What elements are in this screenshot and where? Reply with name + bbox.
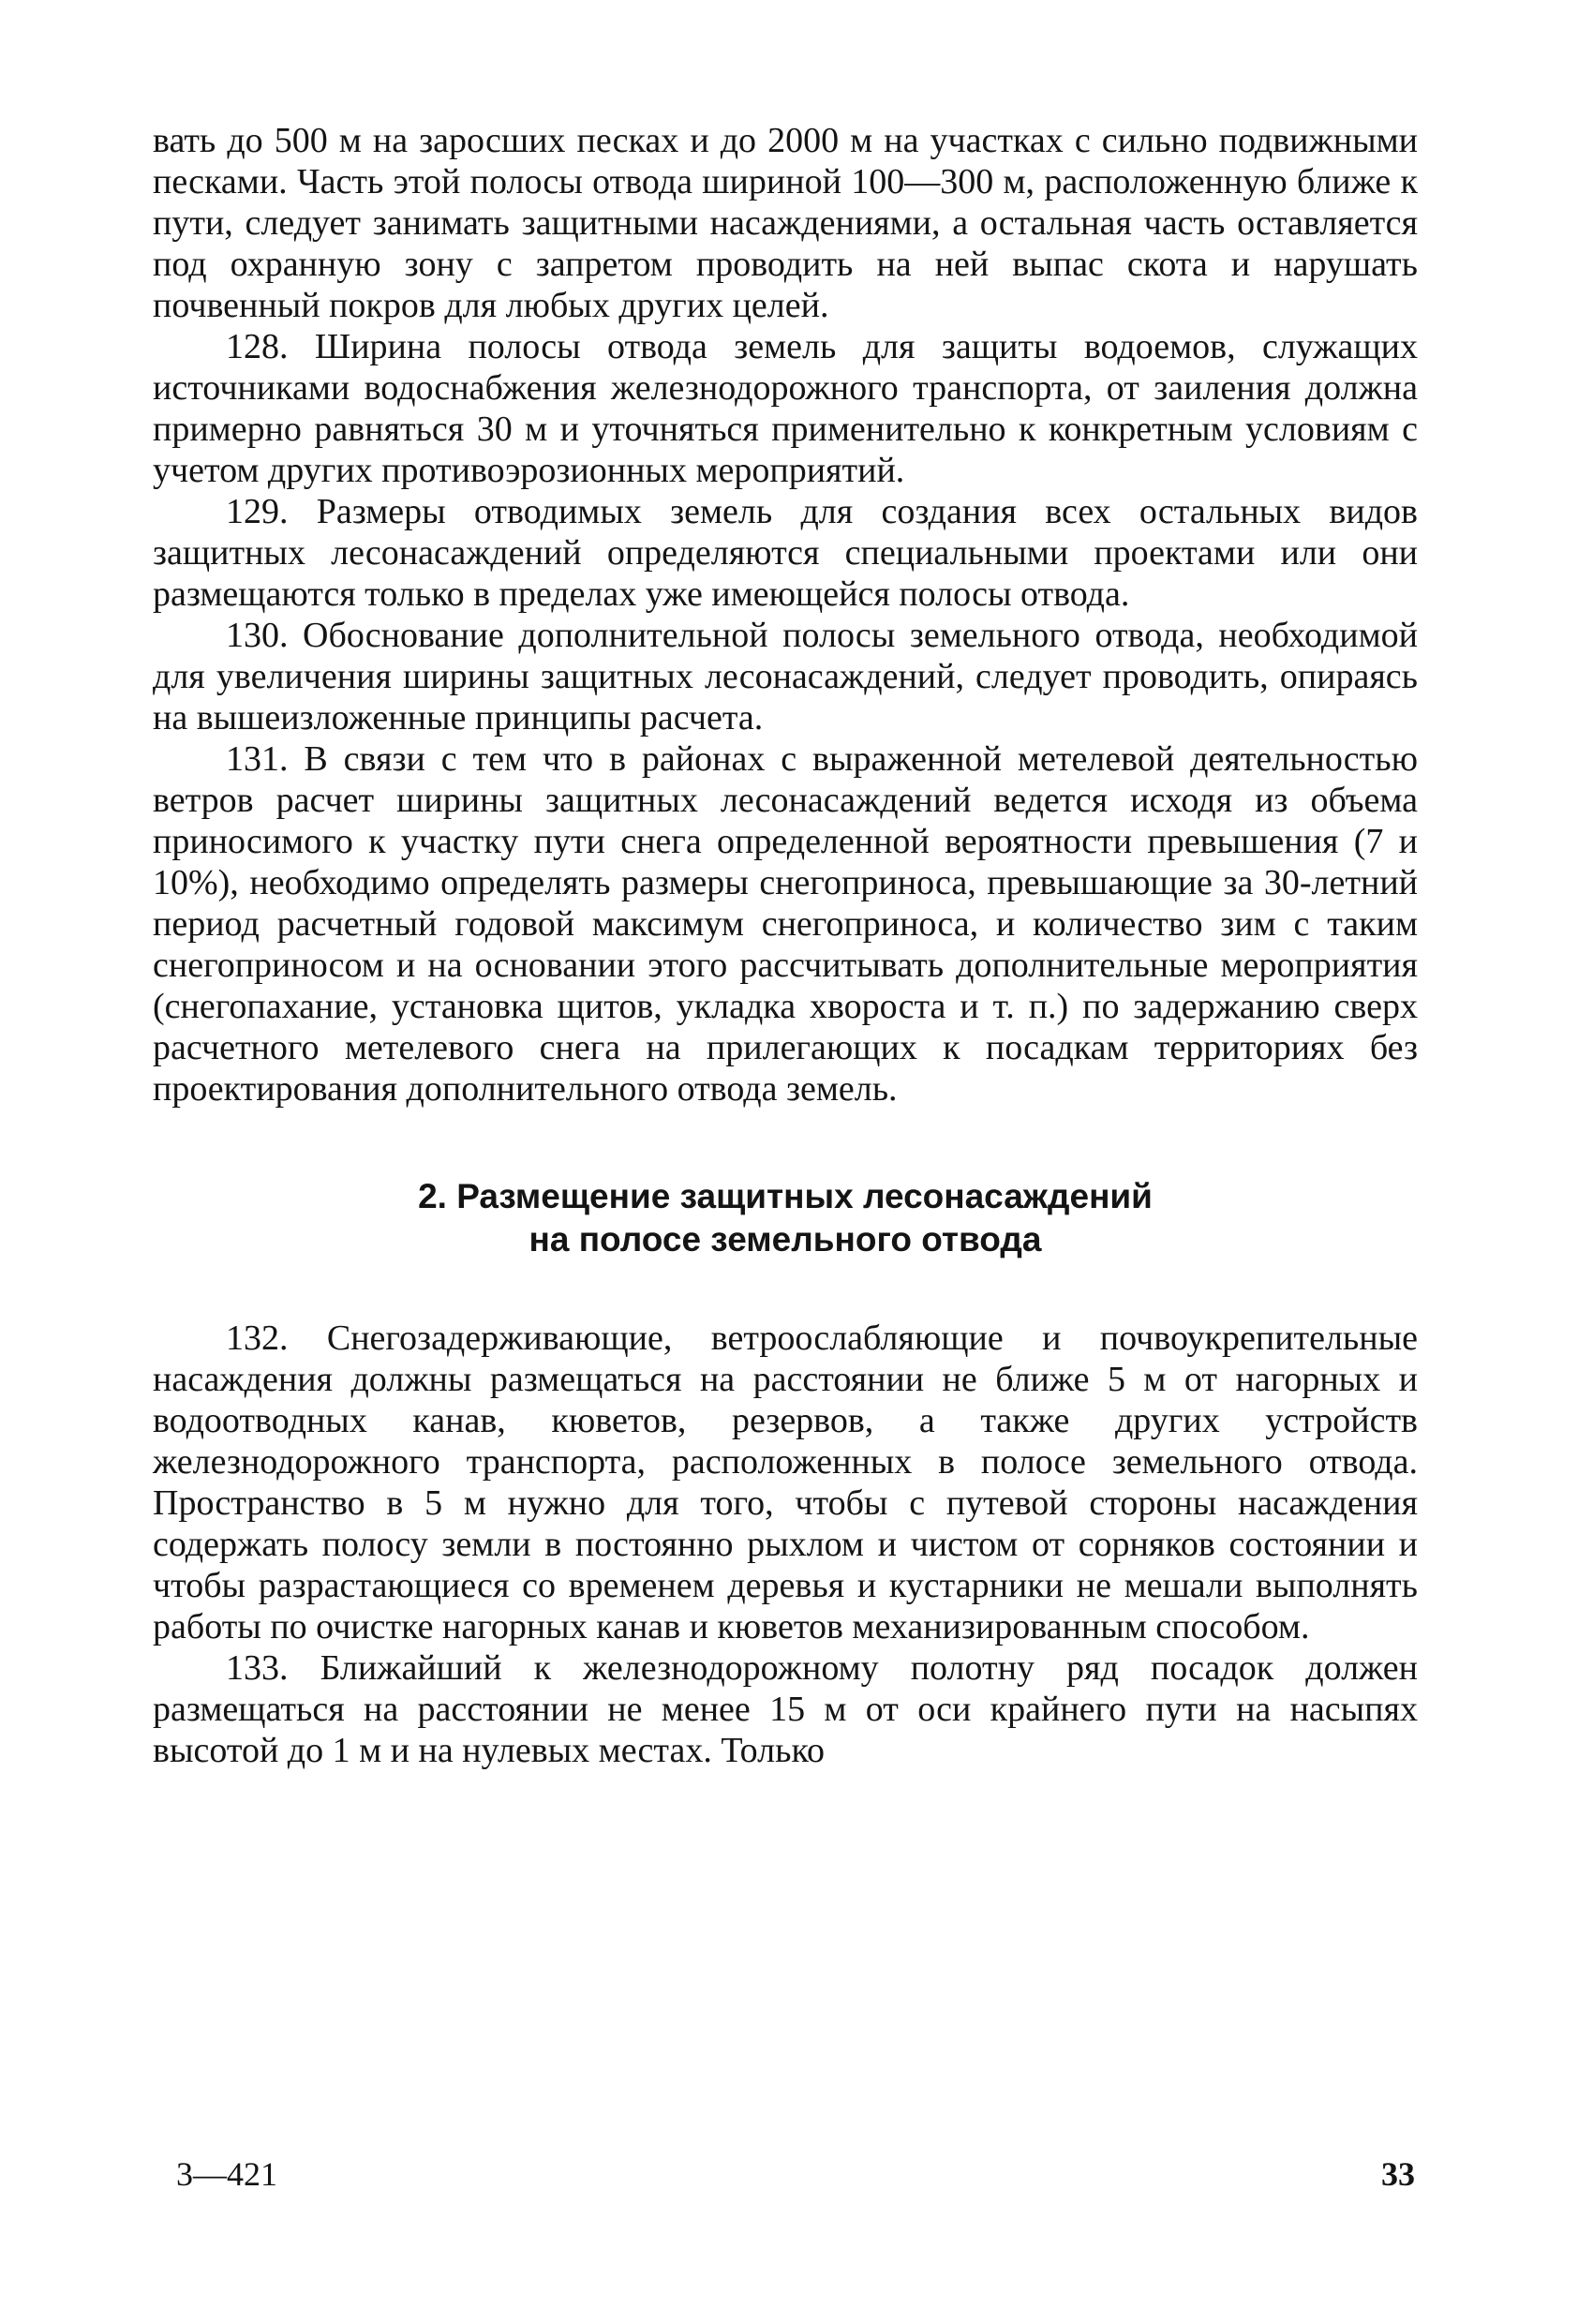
paragraph-132: 132. Снегозадерживающие, ветроослабляющие и почвоукрепительные насаждения должны размещаться на расстоянии не ближе 5 м от нагорных и водоотводных канав, кюветов, резервов, а также других устройств железнодорожного транспорта, расположенных в полосе земельного отвода. Пространство в 5 м нужно для того, чтобы с путевой стороны насаждения содержать полосу земли в постоянно рыхлом и чистом от сорняков состоянии и чтобы разрастающиеся со временем деревья и кустарники не мешали выполнять работы по очистке нагорных канав и кюветов механизированным способом. (153, 1318, 1418, 1646)
paragraph-133: 133. Ближайший к железнодорожному полотну ряд посадок должен размещаться на расстоянии не менее 15 м от оси крайнего пути на насыпях высотой до 1 м и на нулевых местах. Только (153, 1648, 1418, 1770)
printer-signature: 3—421 (176, 2155, 277, 2193)
page-body (153, 120, 1418, 1771)
section-heading (153, 1175, 1418, 1261)
paragraph-continuation: вать до 500 м на заросших песках и до 2000 м на участках с сильно подвижными песками. Часть этой полосы отвода шириной 100—300 м, расположенную ближе к пути, следует занимать защитными насаждениями, а остальная часть оставляется под охранную зону с запретом проводить на ней выпас скота и нарушать почвенный покров для любых других целей. (153, 121, 1418, 325)
paragraph-131: 131. В связи с тем что в районах с выраженной метелевой деятельностью ветров расчет ширины защитных лесонасаждений ведется исходя из объема приносимого к участку пути снега определенной вероятности превышения (7 и 10%), необходимо определять размеры снегоприноса, превышающие за 30-летний период расчетный годовой максимум снегоприноса, и количество зим с таким снегоприносом и на основании этого рассчитывать дополнительные мероприятия (снегопахание, установка щитов, укладка хвороста и т. п.) по задержанию сверх расчетного метелевого снега на прилегающих к посадкам территориях без проектирования дополнительного отвода земель. (153, 739, 1418, 1109)
section-heading-line2: на полосе земельного отвода (529, 1220, 1042, 1259)
paragraph-128: 128. Ширина полосы отвода земель для защиты водоемов, служащих источниками водоснабжения железнодорожного транспорта, от заиления должна примерно равняться 30 м и уточняться применительно к конкретным условиям с учетом других противоэрозионных мероприятий. (153, 327, 1418, 490)
page-number: 33 (1381, 2155, 1415, 2193)
section-heading-line1: 2. Размещение защитных лесонасаждений (418, 1177, 1153, 1215)
paragraph-130: 130. Обоснование дополнительной полосы земельного отвода, необходимой для увеличения ширины защитных лесонасаждений, следует проводить, опираясь на вышеизложенные принципы расчета. (153, 616, 1418, 737)
paragraph-129: 129. Размеры отводимых земель для создания всех остальных видов защитных лесонасаждений определяются специальными проектами или они размещаются только в пределах уже имеющейся полосы отвода. (153, 492, 1418, 614)
